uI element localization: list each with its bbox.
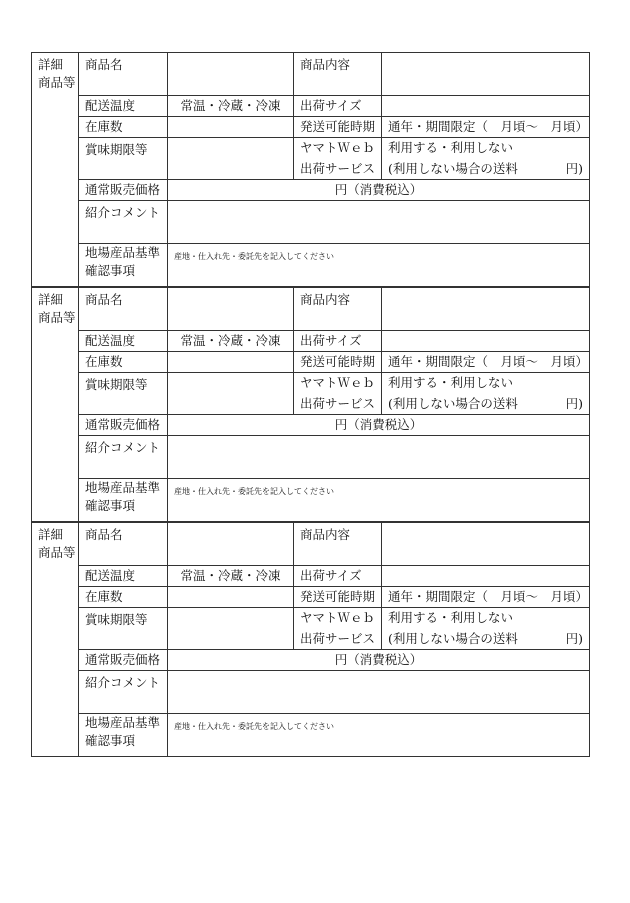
product-name-label: 商品名 <box>79 288 168 331</box>
shelf-life-label: 賞味期限等 <box>79 138 168 180</box>
yen-close-text: 円) <box>565 630 583 646</box>
shelf-life-label: 賞味期限等 <box>79 373 168 415</box>
no-use-fee-text: (利用しない場合の送料 <box>388 395 518 411</box>
ship-period-options[interactable]: 通年・期間限定（ 月頃～ 月頃） <box>382 352 590 373</box>
shipping-size-field[interactable] <box>382 96 590 117</box>
ship-service-label: 出荷サービス <box>294 629 382 650</box>
shipping-size-label: 出荷サイズ <box>294 331 382 352</box>
stock-label: 在庫数 <box>79 352 168 373</box>
regular-price-field[interactable]: 円（消費税込） <box>168 180 590 201</box>
regular-price-field[interactable]: 円（消費税込） <box>168 650 590 671</box>
shipping-size-label: 出荷サイズ <box>294 96 382 117</box>
local-standard-label <box>79 714 168 757</box>
shelf-life-label: 賞味期限等 <box>79 608 168 650</box>
confirm-items-text: 確認事項 <box>85 733 136 748</box>
shipping-size-label: 出荷サイズ <box>294 566 382 587</box>
regular-price-field[interactable]: 円（消費税込） <box>168 415 590 436</box>
product-content-label: 商品内容 <box>294 53 382 96</box>
section-label-line2: 商品等 <box>38 310 76 325</box>
section-label-line2: 商品等 <box>38 75 76 90</box>
product-detail-block-2 <box>31 287 589 522</box>
product-content-field[interactable] <box>382 53 590 96</box>
section-label-line2: 商品等 <box>38 545 76 560</box>
shipping-temp-label: 配送温度 <box>79 566 168 587</box>
stock-field[interactable] <box>168 587 294 608</box>
product-content-field[interactable] <box>382 288 590 331</box>
section-label-line1: 詳細 <box>38 527 64 542</box>
yamato-use-options[interactable]: 利用する・利用しない <box>382 608 590 629</box>
intro-comment-label: 紹介コメント <box>79 201 168 244</box>
confirm-items-text: 確認事項 <box>85 263 136 278</box>
no-use-fee-text: (利用しない場合の送料 <box>388 630 518 646</box>
shipping-fee-note <box>382 159 590 180</box>
shipping-fee-note <box>382 394 590 415</box>
shipping-size-field[interactable] <box>382 331 590 352</box>
product-detail-block-1 <box>31 52 589 287</box>
shipping-fee-note <box>382 629 590 650</box>
intro-comment-label: 紹介コメント <box>79 671 168 714</box>
shelf-life-field[interactable] <box>168 608 294 650</box>
local-std-text: 地場産品基準 <box>85 715 161 730</box>
confirm-items-text: 確認事項 <box>85 498 136 513</box>
origin-note-field[interactable]: 産地・仕入れ先・委託先を記入してください <box>168 244 590 287</box>
intro-comment-field[interactable] <box>168 436 590 479</box>
yamato-web-label: ヤマトＷｅｂ <box>294 138 382 159</box>
section-label <box>32 523 79 757</box>
shipping-size-field[interactable] <box>382 566 590 587</box>
yamato-use-options[interactable]: 利用する・利用しない <box>382 138 590 159</box>
ship-period-label: 発送可能時期 <box>294 117 382 138</box>
yamato-web-label: ヤマトＷｅｂ <box>294 373 382 394</box>
product-name-label: 商品名 <box>79 523 168 566</box>
ship-service-label: 出荷サービス <box>294 159 382 180</box>
temp-options[interactable]: 常温・冷蔵・冷凍 <box>168 566 294 587</box>
product-detail-table <box>31 287 590 522</box>
intro-comment-field[interactable] <box>168 671 590 714</box>
product-name-field[interactable] <box>168 53 294 96</box>
ship-period-options[interactable]: 通年・期間限定（ 月頃～ 月頃） <box>382 117 590 138</box>
ship-period-label: 発送可能時期 <box>294 587 382 608</box>
product-name-label: 商品名 <box>79 53 168 96</box>
origin-note-field[interactable]: 産地・仕入れ先・委託先を記入してください <box>168 714 590 757</box>
shipping-temp-label: 配送温度 <box>79 331 168 352</box>
product-detail-block-3 <box>31 522 589 757</box>
shipping-temp-label: 配送温度 <box>79 96 168 117</box>
yamato-use-options[interactable]: 利用する・利用しない <box>382 373 590 394</box>
ship-period-options[interactable]: 通年・期間限定（ 月頃～ 月頃） <box>382 587 590 608</box>
product-name-field[interactable] <box>168 288 294 331</box>
regular-price-label: 通常販売価格 <box>79 415 168 436</box>
yen-close-text: 円) <box>565 395 583 411</box>
local-standard-label <box>79 479 168 522</box>
stock-label: 在庫数 <box>79 587 168 608</box>
local-std-text: 地場産品基準 <box>85 245 161 260</box>
section-label <box>32 53 79 287</box>
ship-period-label: 発送可能時期 <box>294 352 382 373</box>
product-content-label: 商品内容 <box>294 523 382 566</box>
origin-note-field[interactable]: 産地・仕入れ先・委託先を記入してください <box>168 479 590 522</box>
ship-service-label: 出荷サービス <box>294 394 382 415</box>
shelf-life-field[interactable] <box>168 138 294 180</box>
section-label-line1: 詳細 <box>38 57 64 72</box>
local-standard-label <box>79 244 168 287</box>
no-use-fee-text: (利用しない場合の送料 <box>388 160 518 176</box>
stock-field[interactable] <box>168 352 294 373</box>
intro-comment-label: 紹介コメント <box>79 436 168 479</box>
regular-price-label: 通常販売価格 <box>79 650 168 671</box>
section-label <box>32 288 79 522</box>
temp-options[interactable]: 常温・冷蔵・冷凍 <box>168 96 294 117</box>
section-label-line1: 詳細 <box>38 292 64 307</box>
regular-price-label: 通常販売価格 <box>79 180 168 201</box>
stock-field[interactable] <box>168 117 294 138</box>
local-std-text: 地場産品基準 <box>85 480 161 495</box>
yamato-web-label: ヤマトＷｅｂ <box>294 608 382 629</box>
product-content-label: 商品内容 <box>294 288 382 331</box>
shelf-life-field[interactable] <box>168 373 294 415</box>
product-detail-table <box>31 52 590 287</box>
product-detail-table <box>31 522 590 757</box>
product-content-field[interactable] <box>382 523 590 566</box>
intro-comment-field[interactable] <box>168 201 590 244</box>
stock-label: 在庫数 <box>79 117 168 138</box>
temp-options[interactable]: 常温・冷蔵・冷凍 <box>168 331 294 352</box>
product-name-field[interactable] <box>168 523 294 566</box>
yen-close-text: 円) <box>565 160 583 176</box>
